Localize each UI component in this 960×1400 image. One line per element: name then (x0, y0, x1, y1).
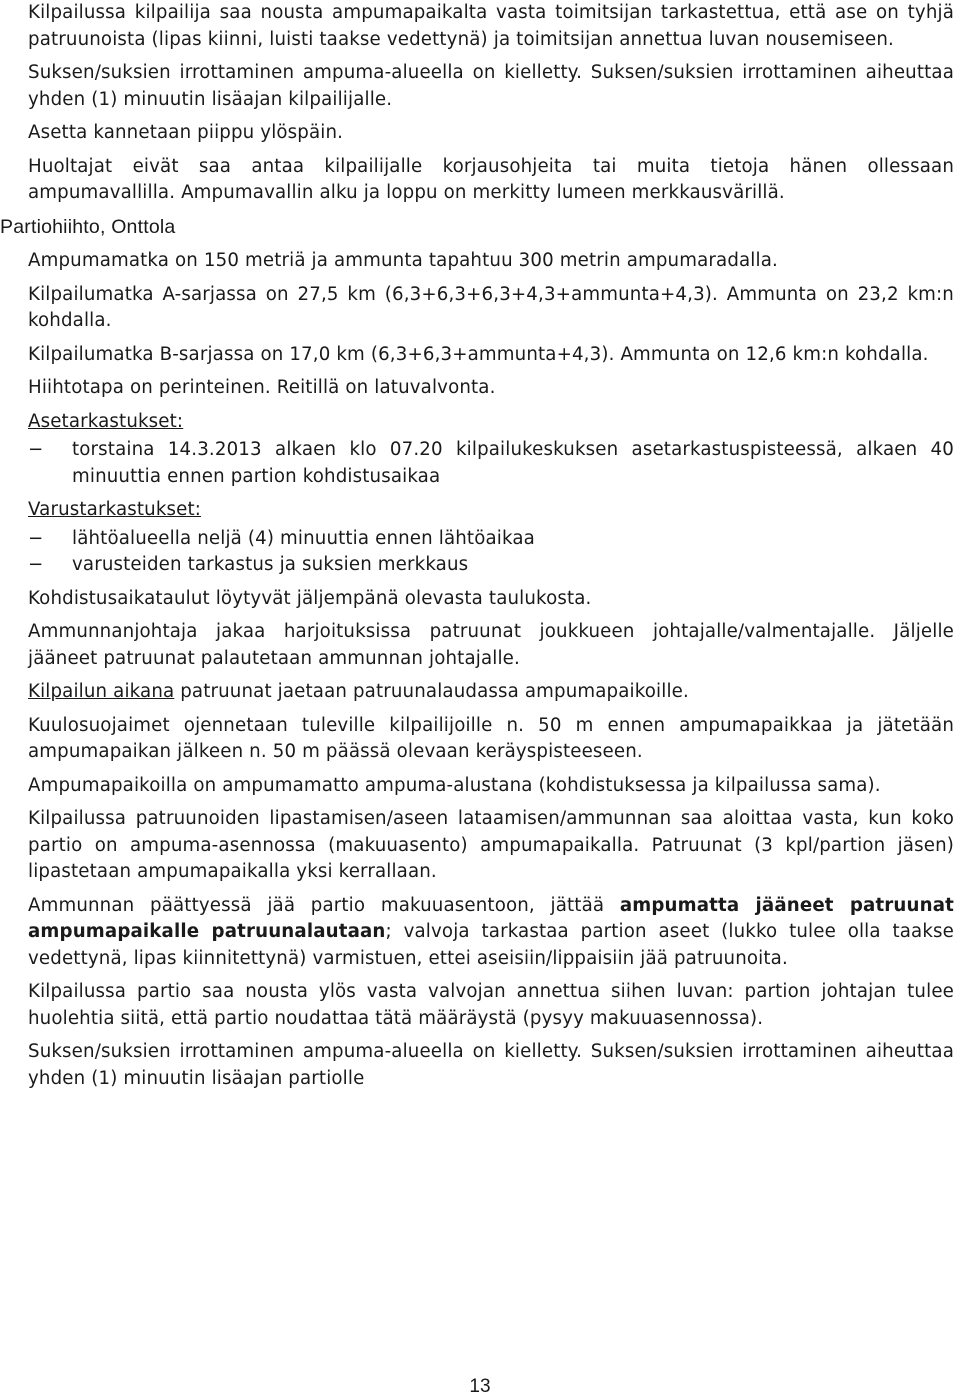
paragraph-shooting-mats: Ampumapaikoilla on ampumamatto ampuma-alustana (kohdistuksessa ja kilpailussa sama). (28, 774, 881, 796)
end-text-bold: ampumatta jääneet patruunat ampumapaikalle patruunalautaan (28, 894, 954, 942)
page-number: 13 (469, 1376, 491, 1397)
paragraph-shooting-distance: Ampumamatka on 150 metriä ja ammunta tapahtuu 300 metrin ampumaradalla. (28, 250, 778, 271)
end-text-start: Ammunnan päättyessä jää partio makuuasentoon, jättää (28, 894, 620, 916)
paragraph-schedule: Kohdistusaikataulut löytyvät jäljempänä olevasta taulukosta. (28, 587, 592, 609)
paragraph-series-a: Kilpailumatka A-sarjassa on 27,5 km (6,3+6,3+6,3+4,3+ammunta+4,3). Ammunta on 23,2 km:n kohdalla. (28, 283, 954, 331)
paragraph-ski-removal-individual: Suksen/suksien irrottaminen ampuma-alueella on kielletty. Suksen/suksien irrottaminen aiheuttaa yhden (1) minuutin lisäajan kilpailijalle. (28, 62, 954, 110)
paragraph-coaches-rule: Huoltajat eivät saa antaa kilpailijalle korjausohjeita tai muita tietoja hänen ollessaan ampumavallilla. Ampumavallin alku ja loppu on merkitty lumeen merkkausvärillä. (28, 155, 954, 203)
list-item: − torstaina 14.3.2013 alkaen klo 07.20 kilpailukeskuksen asetarkastuspisteessä, alkaen 40 minuuttia ennen partion kohdistusaikaa (28, 437, 954, 490)
paragraph-during-competition (28, 679, 954, 706)
list-item: − varusteiden tarkastus ja suksien merkkaus (28, 552, 954, 579)
paragraph-skiing-style: Hiihtotapa on perinteinen. Reitillä on latuvalvonta. (28, 377, 496, 398)
paragraph-hearing-protection: Kuulosuojaimet ojennetaan tuleville kilpailijoille n. 50 m ennen ampumapaikkaa ja jätetään ampumapaikan jälkeen n. 50 m päässä olevaan keräyspisteeseen. (28, 714, 954, 762)
paragraph-end-of-shooting (28, 893, 954, 973)
during-competition-label: Kilpailun aikana (28, 681, 175, 702)
during-competition-text: patruunat jaetaan patruunalaudassa ampumapaikoille. (174, 681, 689, 702)
paragraph-rising-permission: Kilpailussa partio saa nousta ylös vasta valvojan annettua siihen luvan: partion johtajan tulee huolehtia siitä, että partio noudattaa tätä määräystä (pysyy makuuasennossa). (28, 981, 954, 1029)
paragraph-leave-firing-point: Kilpailussa kilpailija saa nousta ampumapaikalta vasta toimitsijan tarkastettua, että ase on tyhjä patruunoista (lipas kiinni, luisti taakse vedettynä) ja toimitsijan annettua luvan nousemiseen. (28, 2, 954, 50)
paragraph-loading: Kilpailussa patruunoiden lipastamisen/aseen lataamisen/ammunnan saa aloittaa vasta, kun koko partio on ampuma-asennossa (makuuasento) ampumapaikalla. Patruunat (3 kpl/partion jäsen) lipastetaan ampumapaikalla yksi kerrallaan. (28, 808, 954, 882)
paragraph-series-b: Kilpailumatka B-sarjassa on 17,0 km (6,3+6,3+ammunta+4,3). Ammunta on 12,6 km:n kohdalla. (28, 343, 929, 365)
weapon-checks-label: Asetarkastukset: (28, 410, 184, 432)
end-text-rest: ; valvoja tarkastaa partion aseet (lukko tulee olla taakse vedettynä, lipas kiinnitettynä) varmistuen, ettei aseisiin/lippaisiin jää patruunoita. (28, 921, 954, 969)
weapon-checks-list (28, 437, 954, 490)
list-item: − lähtöalueella neljä (4) minuuttia ennen lähtöaikaa (28, 526, 954, 553)
equipment-checks-list (28, 526, 954, 579)
paragraph-muzzle-up: Asetta kannetaan piippu ylöspäin. (28, 122, 344, 143)
equipment-checks-label: Varustarkastukset: (28, 499, 202, 520)
section-heading: Partiohiihto, Onttola (0, 215, 176, 238)
paragraph-ski-removal-patrol: Suksen/suksien irrottaminen ampuma-alueella on kielletty. Suksen/suksien irrottaminen aiheuttaa yhden (1) minuutin lisäajan partiolle (28, 1041, 954, 1089)
paragraph-ammo-distribution: Ammunnanjohtaja jakaa harjoituksissa patruunat joukkueen johtajalle/valmentajalle. Jäljelle jääneet patruunat palautetaan ammunnan johtajalle. (28, 621, 954, 669)
